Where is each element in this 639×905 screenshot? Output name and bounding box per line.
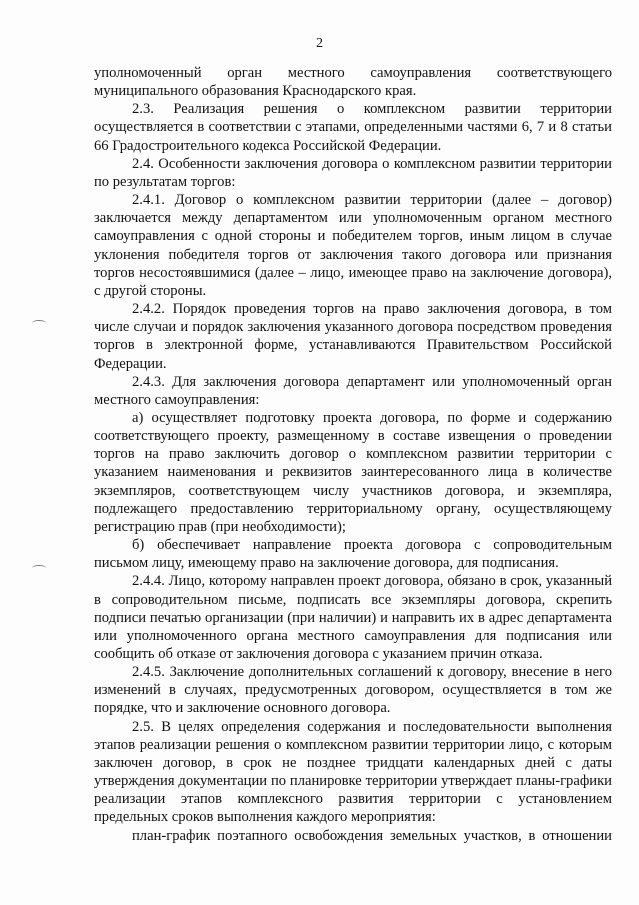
paragraph: 2.4. Особенности заключения договора о комплексном развитии территории по результатам торгов: (94, 155, 612, 190)
document-body (94, 64, 612, 845)
page-number: 2 (316, 36, 323, 51)
paragraph: 2.4.1. Договор о комплексном развитии территории (далее – договор) заключается между департаментом или уполномоченным органом местного самоуправления с одной стороны и победителем торгов, иным лицом в случае уклонения победителя торгов от заключения такого договора или признания торгов несостоявшимися (далее – лицо, имеющее право на заключение договора), с другой стороны. (94, 192, 612, 299)
paragraph: 2.4.3. Для заключения договора департамент или уполномоченный орган местного самоуправления: (94, 373, 612, 408)
paragraph: уполномоченный орган местного самоуправления соответствующего муниципального образования Краснодарского края. (94, 65, 612, 100)
margin-mark (32, 320, 46, 326)
paragraph: а) осуществляет подготовку проекта договора, по форме и содержанию соответствующего проекту, размещенному в составе извещения о проведении торгов на право заключить договор о комплексном развитии территории с указанием наименования и реквизитов заинтересованного лица в количестве экземпляров, соответствующем числу участников договора, и экземпляра, подлежащего предоставлению территориальному органу, осуществляющему регистрацию прав (при необходимости); (94, 409, 612, 535)
paragraph: 2.3. Реализация решения о комплексном развитии территории осуществляется в соответствии с этапами, определенными частями 6, 7 и 8 статьи 66 Градостроительного кодекса Российской Федерации. (94, 101, 612, 154)
margin-mark (32, 565, 46, 571)
paragraph: 2.4.4. Лицо, которому направлен проект договора, обязано в срок, указанный в сопроводительном письме, подписать все экземпляры договора, скрепить подписи печатью организации (при наличии) и направить их в адрес департамента или уполномоченного органа местного самоуправления для подписания или сообщить об отказе от заключения договора с указанием причин отказа. (94, 573, 612, 662)
paragraph: 2.4.5. Заключение дополнительных соглашений к договору, внесение в него изменений в случаях, предусмотренных договором, осуществляется в том же порядке, что и заключение основного договора. (94, 664, 612, 717)
paragraph: б) обеспечивает направление проекта договора с сопроводительным письмом лицу, имеющему право на заключение договора, для подписания. (94, 537, 612, 572)
paragraph: 2.4.2. Порядок проведения торгов на право заключения договора, в том числе случаи и порядок заключения указанного договора посредством проведения торгов в электронной форме, устанавливаются Правительством Российской Федерации. (94, 301, 612, 372)
paragraph: 2.5. В целях определения содержания и последовательности выполнения этапов реализации решения о комплексном развитии территории лицо, с которым заключен договор, в срок не позднее тридцати календарных дней с даты утверждения документации по планировке территории утверждает планы-графики реализации этапов комплексного развития территории с установлением предельных сроков выполнения каждого мероприятия: (94, 718, 612, 826)
paragraph: план-график поэтапного освобождения земельных участков, в отношении (132, 827, 612, 844)
